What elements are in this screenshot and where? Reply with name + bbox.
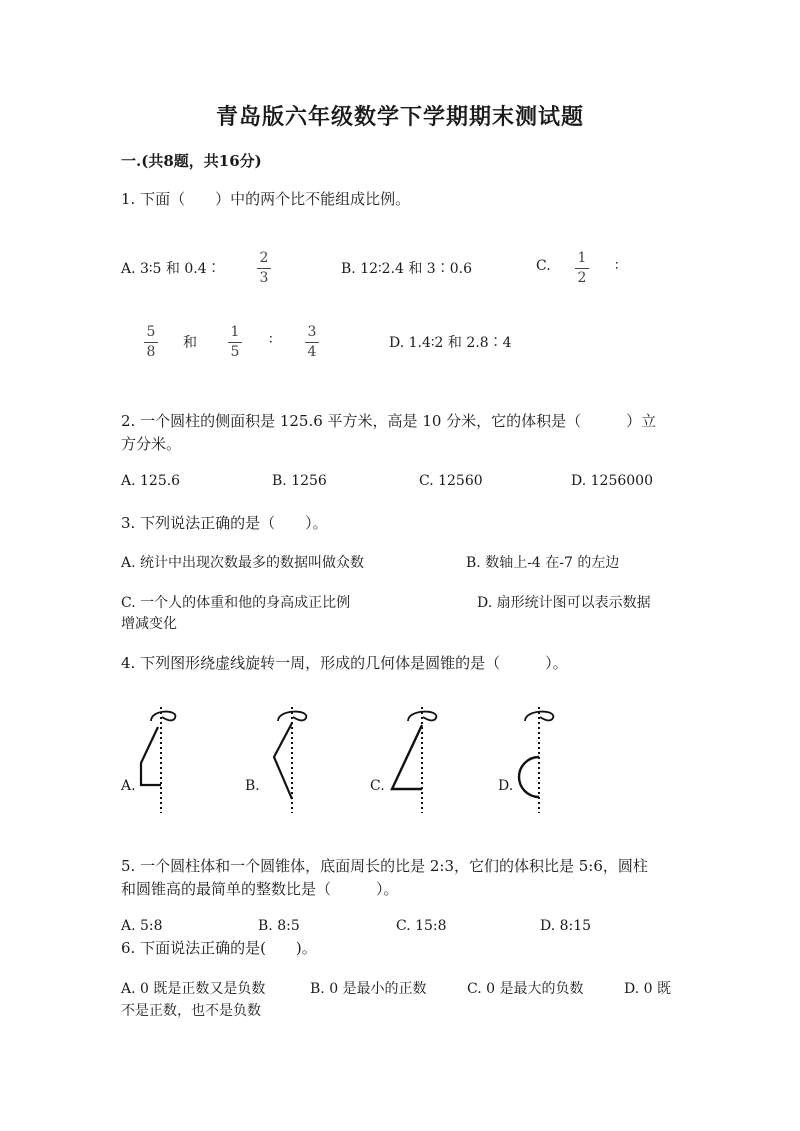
q1-fraction-1-5 bbox=[225, 325, 245, 359]
q6-option-d-line2: 不是正数，也不是负数 bbox=[121, 1003, 261, 1019]
q1-he: 和 bbox=[183, 335, 197, 351]
question-2-line2: 方分米。 bbox=[121, 435, 182, 453]
q5-option-a: A. 5:8 bbox=[121, 918, 163, 934]
fraction-denominator: 4 bbox=[307, 344, 317, 360]
q6-option-d-line1: D. 0 既 bbox=[624, 981, 671, 997]
q1-option-b: B. 12∶2.4 和 3∶0.6 bbox=[341, 261, 472, 277]
question-5-line1: 5. 一个圆柱体和一个圆锥体，底面周长的比是 2:3，它们的体积比是 5:6，圆柱 bbox=[121, 857, 648, 875]
q6-option-b: B. 0 是最小的正数 bbox=[310, 981, 427, 997]
question-1-text: 1. 下面（ ）中的两个比不能组成比例。 bbox=[121, 190, 411, 208]
fraction-numerator: 3 bbox=[307, 324, 317, 340]
q1-fraction-1-2 bbox=[572, 251, 592, 285]
q3-option-c: C. 一个人的体重和他的身高成正比例 bbox=[121, 595, 351, 611]
q4-label-c: C. bbox=[370, 778, 385, 794]
question-3-text: 3. 下列说法正确的是（ ）。 bbox=[121, 514, 328, 532]
figure-d-semicircle bbox=[495, 705, 575, 815]
figure-a-trapezoid bbox=[115, 705, 195, 815]
q3-option-d-line2: 增减变化 bbox=[121, 616, 177, 632]
q1-fraction-2-3 bbox=[254, 251, 274, 285]
q6-option-c: C. 0 是最大的负数 bbox=[467, 981, 584, 997]
q1-fraction-5-8 bbox=[141, 325, 161, 359]
fraction-numerator: 1 bbox=[577, 250, 587, 266]
fraction-denominator: 8 bbox=[146, 344, 156, 360]
q4-label-a: A. bbox=[121, 778, 136, 794]
q6-option-a: A. 0 既是正数又是负数 bbox=[121, 981, 266, 997]
q1-option-c-prefix: C. bbox=[536, 258, 551, 274]
q2-option-a: A. 125.6 bbox=[121, 473, 181, 489]
q3-option-b: B. 数轴上-4 在-7 的左边 bbox=[466, 555, 620, 571]
q1-option-a: A. 3∶5 和 0.4∶ bbox=[121, 261, 221, 277]
fraction-denominator: 2 bbox=[577, 270, 587, 286]
fraction-numerator: 1 bbox=[230, 324, 240, 340]
page-title: 青岛版六年级数学下学期期末测试题 bbox=[215, 104, 584, 130]
q4-label-b: B. bbox=[245, 778, 260, 794]
figure-b-kite bbox=[240, 705, 320, 815]
q3-option-d-line1: D. 扇形统计图可以表示数据 bbox=[477, 595, 651, 611]
fraction-numerator: 5 bbox=[146, 324, 156, 340]
q3-option-a: A. 统计中出现次数最多的数据叫做众数 bbox=[121, 555, 365, 571]
q2-option-b: B. 1256 bbox=[272, 473, 327, 489]
q5-option-c: C. 15:8 bbox=[396, 918, 447, 934]
question-2-line1: 2. 一个圆柱的侧面积是 125.6 平方米，高是 10 分米，它的体积是（ ）立 bbox=[121, 412, 657, 430]
section-header: 一.(共8题，共16分) bbox=[121, 152, 262, 170]
q5-option-b: B. 8:5 bbox=[258, 918, 300, 934]
question-5-line2: 和圆锥高的最简单的整数比是（ ）。 bbox=[121, 880, 399, 898]
q4-label-d: D. bbox=[498, 778, 514, 794]
q1-colon: ∶ bbox=[615, 258, 619, 274]
question-4-text: 4. 下列图形绕虚线旋转一周，形成的几何体是圆锥的是（ ）。 bbox=[121, 654, 568, 672]
q1-colon-2: ∶ bbox=[269, 332, 273, 348]
q1-fraction-3-4 bbox=[302, 325, 322, 359]
fraction-denominator: 3 bbox=[259, 270, 269, 286]
question-6-text: 6. 下面说法正确的是( )。 bbox=[121, 939, 317, 957]
figure-c-right-triangle bbox=[370, 705, 450, 815]
q5-option-d: D. 8:15 bbox=[540, 918, 592, 934]
fraction-numerator: 2 bbox=[259, 250, 269, 266]
fraction-denominator: 5 bbox=[230, 344, 240, 360]
q2-option-d: D. 1256000 bbox=[571, 473, 653, 489]
q2-option-c: C. 12560 bbox=[419, 473, 483, 489]
q1-option-d: D. 1.4∶2 和 2.8∶4 bbox=[389, 335, 512, 351]
